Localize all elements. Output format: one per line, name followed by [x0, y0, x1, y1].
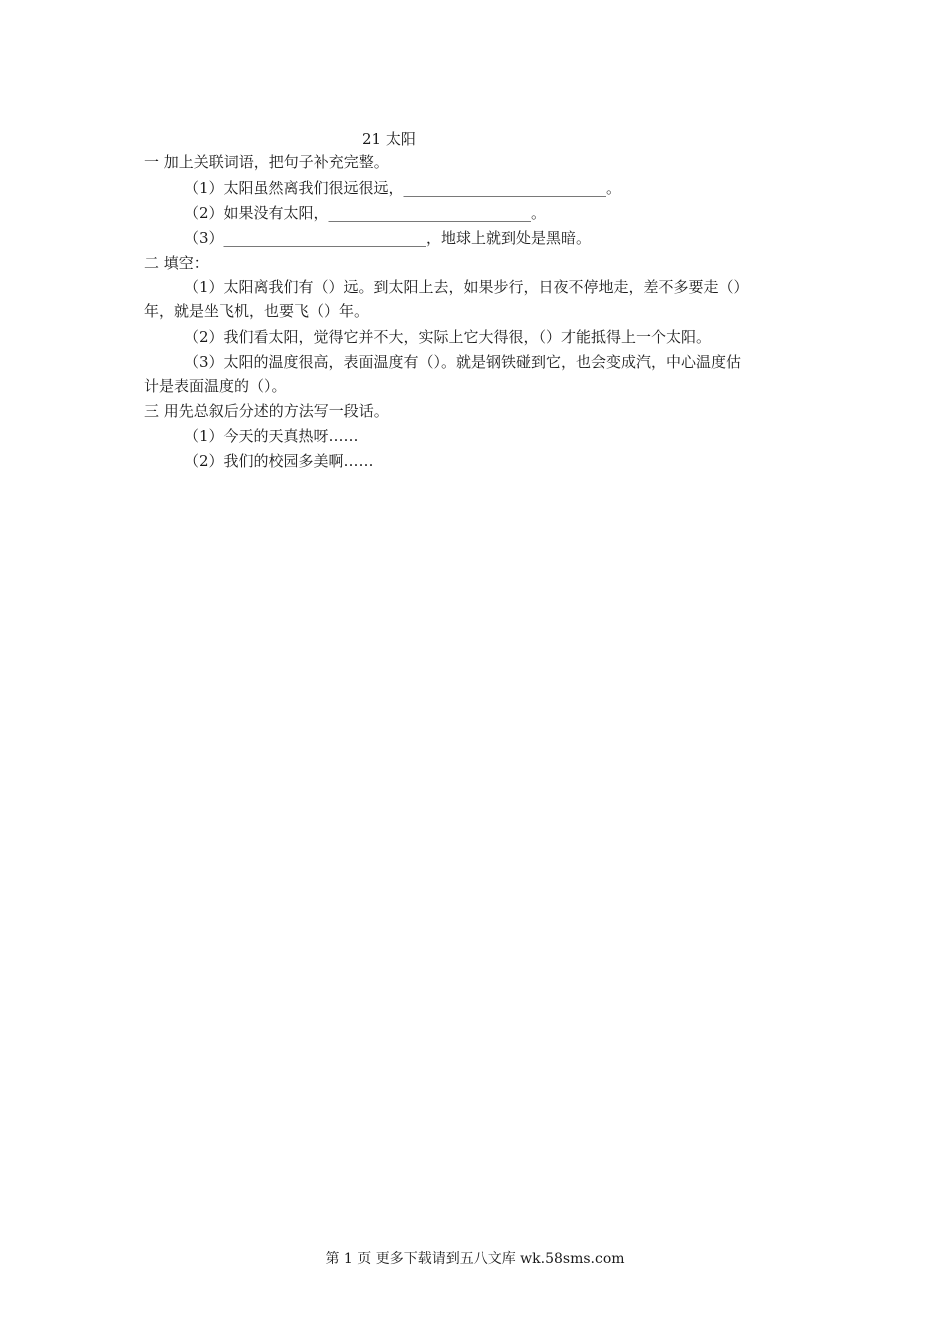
- section-3-item-2: （2）我们的校园多美啊……: [184, 452, 374, 470]
- section-1-item-3: （3）___________________________，地球上就到处是黑暗。: [184, 229, 592, 247]
- section-2-item-1-line-2: 年，就是坐飞机，也要飞（）年。: [144, 302, 370, 320]
- section-3-heading: 三 用先总叙后分述的方法写一段话。: [144, 402, 389, 420]
- section-1-heading: 一 加上关联词语，把句子补充完整。: [144, 153, 389, 171]
- page-title: 21 太阳: [362, 130, 416, 148]
- section-1-item-2: （2）如果没有太阳，___________________________。: [184, 204, 547, 222]
- section-2-item-2: （2）我们看太阳，觉得它并不大，实际上它大得很，（）才能抵得上一个太阳。: [184, 328, 712, 346]
- section-2-item-1-line-1: （1）太阳离我们有（）远。到太阳上去，如果步行，日夜不停地走，差不多要走（）: [184, 278, 749, 296]
- page-footer: 第 1 页 更多下载请到五八文库 wk.58sms.com: [325, 1251, 625, 1267]
- section-2-item-3-line-1: （3）太阳的温度很高，表面温度有（）。就是钢铁碰到它，也会变成汽，中心温度估: [184, 353, 742, 371]
- section-2-heading: 二 填空：: [144, 254, 209, 272]
- section-2-item-3-line-2: 计是表面温度的（）。: [144, 377, 287, 395]
- section-3-item-1: （1）今天的天真热呀……: [184, 427, 359, 445]
- section-1-item-1: （1）太阳虽然离我们很远很远，___________________________。: [184, 179, 622, 197]
